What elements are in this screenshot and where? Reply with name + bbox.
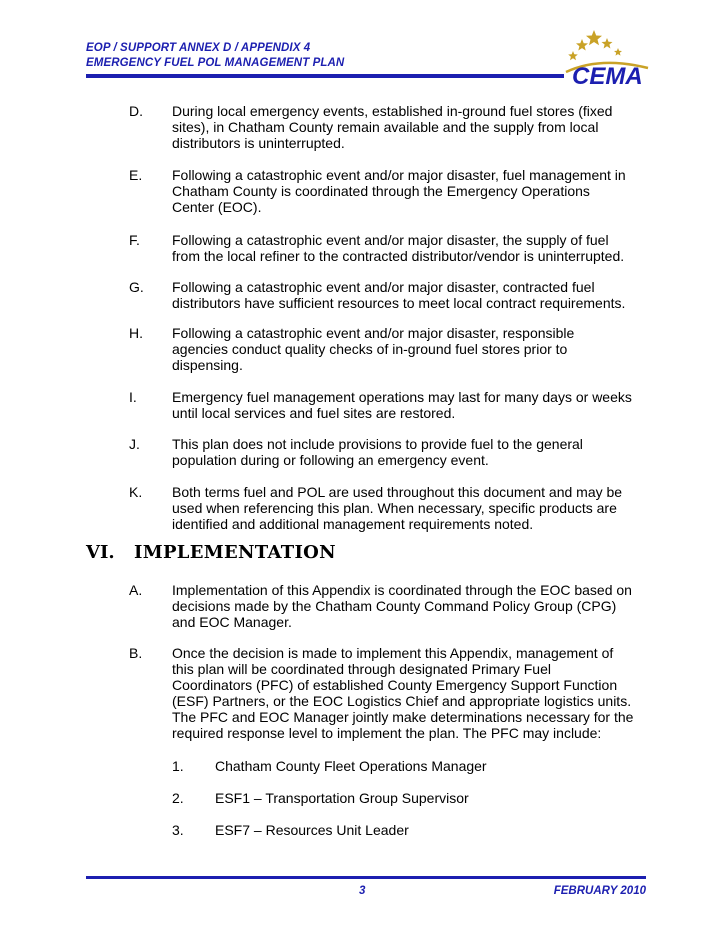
- item-label: K.: [129, 484, 143, 500]
- item-text: Following a catastrophic event and/or major disaster, fuel management in Chatham County is coordinated through the Emergency Operations Center (EOC).: [172, 167, 626, 215]
- cema-logo-graphic: [560, 26, 655, 92]
- item-text: Implementation of this Appendix is coordinated through the EOC based on decisions made by the Chatham County Command Policy Group (CPG) and EOC Manager.: [172, 582, 632, 630]
- item-label: J.: [129, 436, 140, 452]
- section-title: IMPLEMENTATION: [134, 542, 336, 563]
- list-item: [129, 484, 649, 536]
- item-label: G.: [129, 279, 144, 295]
- item-text: Emergency fuel management operations may last for many days or weeks until local services and fuel sites are restored.: [172, 389, 632, 421]
- section-number: VI.: [86, 542, 115, 563]
- star-icon: [602, 38, 613, 49]
- header-line-2: EMERGENCY FUEL POL MANAGEMENT PLAN: [86, 57, 345, 69]
- item-text: Both terms fuel and POL are used throughout this document and may be used when referencing this plan. When necessary, specific products are identified and additional management requirements noted.: [172, 484, 623, 532]
- list-item: [129, 232, 649, 268]
- item-label: F.: [129, 232, 140, 248]
- list-item: [172, 790, 632, 808]
- cema-logo: [560, 26, 655, 92]
- item-text: This plan does not include provisions to provide fuel to the general population during or following an emergency event.: [172, 436, 583, 468]
- item-text: Chatham County Fleet Operations Manager: [215, 758, 487, 774]
- svg-text:CEMA: CEMA: [572, 63, 643, 90]
- list-item: [129, 645, 649, 745]
- list-item: [129, 582, 649, 634]
- star-icon: [586, 30, 602, 45]
- footer-date: FEBRUARY 2010: [553, 885, 646, 897]
- list-item: [172, 822, 632, 840]
- item-text: ESF1 – Transportation Group Supervisor: [215, 790, 469, 806]
- item-label: A.: [129, 582, 143, 598]
- star-icon: [576, 39, 588, 51]
- header-rule: [86, 74, 564, 78]
- footer-rule: [86, 876, 646, 879]
- list-item: [129, 167, 649, 219]
- item-label: 1.: [172, 758, 184, 774]
- list-item: [129, 103, 649, 155]
- item-text: Following a catastrophic event and/or major disaster, responsible agencies conduct quality checks of in-ground fuel stores prior to dispensing.: [172, 325, 575, 373]
- header-line-1: EOP / SUPPORT ANNEX D / APPENDIX 4: [86, 42, 311, 54]
- page-header: [86, 41, 344, 71]
- item-label: E.: [129, 167, 143, 183]
- item-text: Once the decision is made to implement this Appendix, management of this plan will be coordinated through designated Primary Fuel Coordinators (PFC) of established County Emergency Support Function (ESF) Partners, or the EOC Logistics Chief and appropriate logistics units. The PFC and EOC Manager jointly make determinations necessary for the required response level to implement the plan. The PFC may include:: [172, 645, 634, 741]
- item-label: B.: [129, 645, 143, 661]
- page-number: 3: [359, 885, 366, 897]
- item-text: During local emergency events, established in-ground fuel stores (fixed sites), in Chatham County remain available and the supply from local distributors is uninterrupted.: [172, 103, 613, 151]
- item-label: 3.: [172, 822, 184, 838]
- item-label: 2.: [172, 790, 184, 806]
- star-icon: [614, 48, 622, 56]
- list-item: [129, 436, 649, 472]
- list-item: [129, 389, 649, 425]
- list-item: [172, 758, 632, 776]
- list-item: [129, 325, 649, 377]
- star-icon: [568, 51, 578, 60]
- item-text: Following a catastrophic event and/or major disaster, contracted fuel distributors have sufficient resources to meet local contract requirements.: [172, 279, 626, 311]
- item-label: H.: [129, 325, 143, 341]
- item-label: I.: [129, 389, 137, 405]
- item-text: ESF7 – Resources Unit Leader: [215, 822, 409, 838]
- item-label: D.: [129, 103, 143, 119]
- item-text: Following a catastrophic event and/or major disaster, the supply of fuel from the local refiner to the contracted distributor/vendor is uninterrupted.: [172, 232, 625, 264]
- list-item: [129, 279, 649, 315]
